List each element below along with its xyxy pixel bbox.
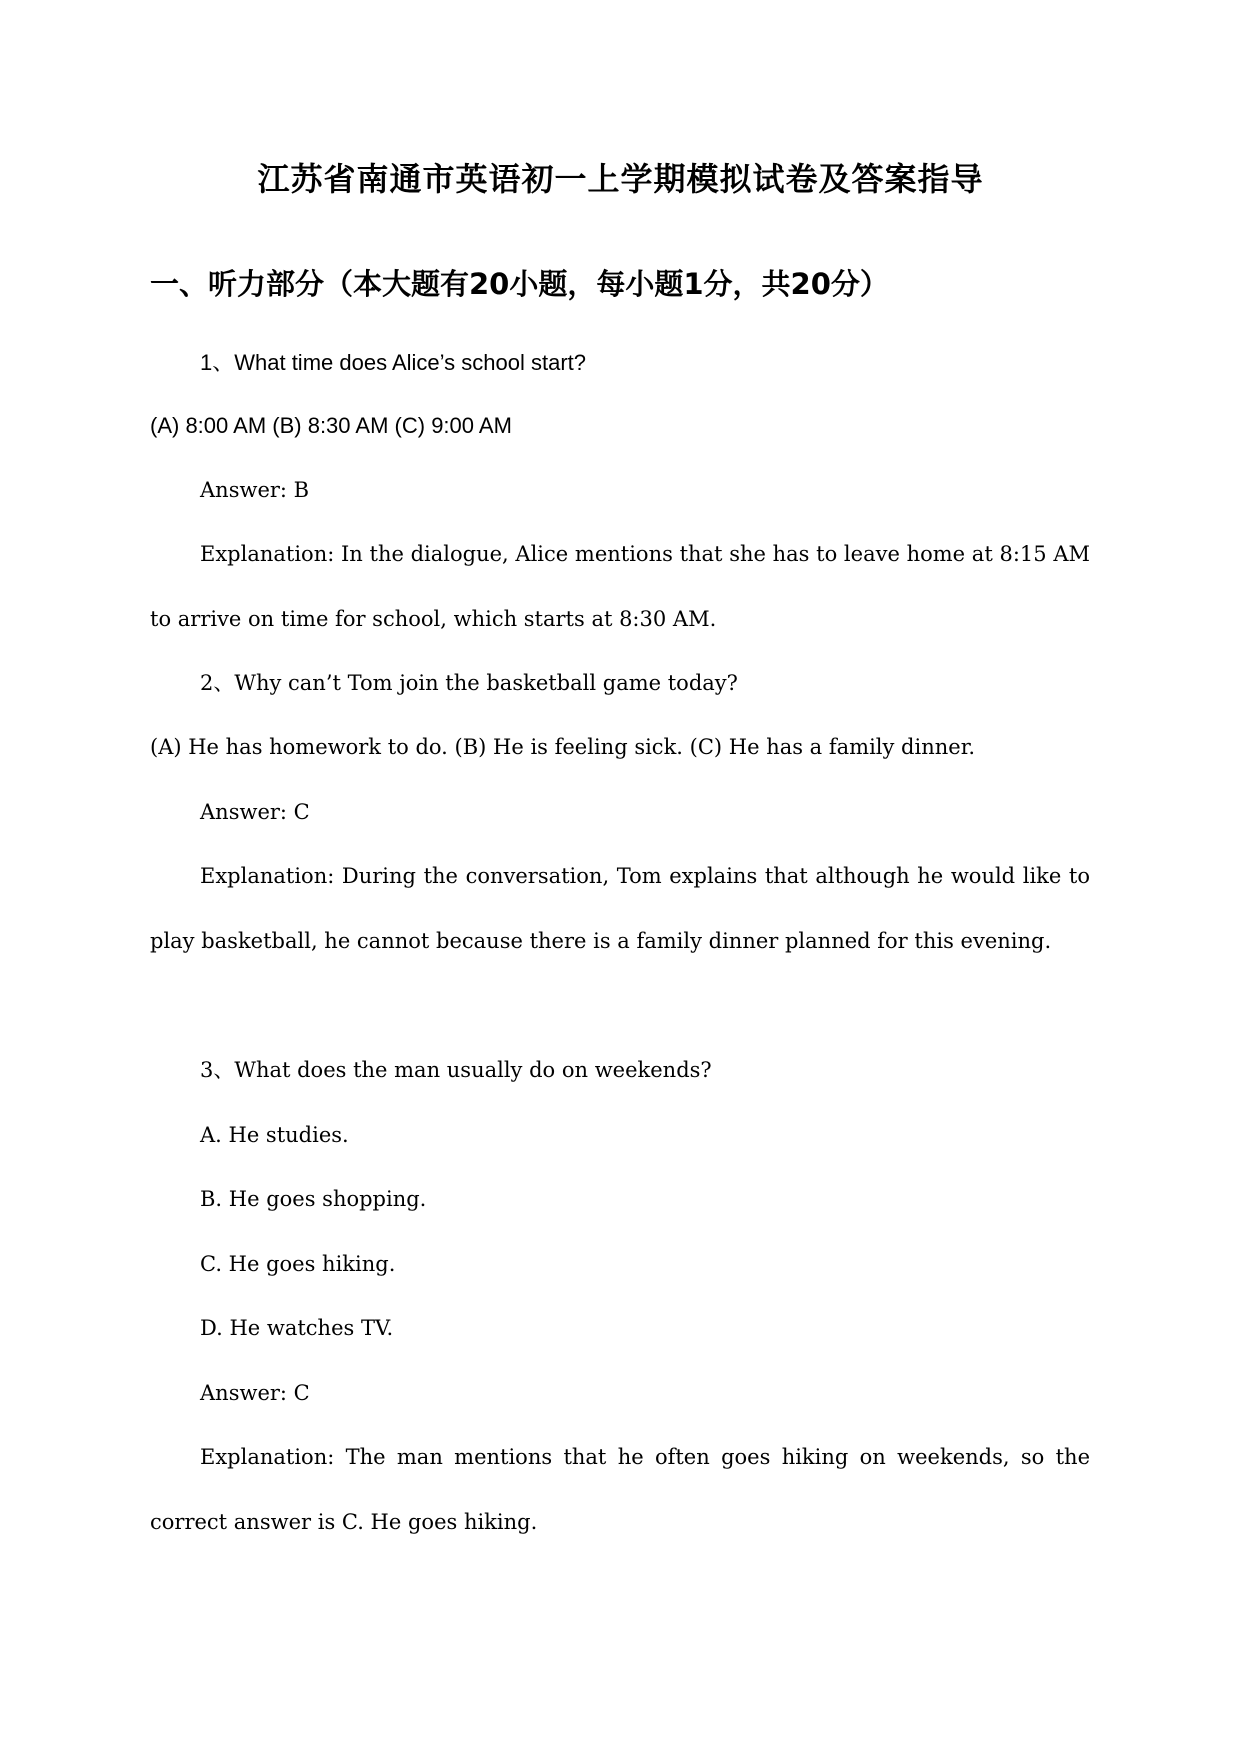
question-3-explanation: Explanation: The man mentions that he often goes hiking on weekends, so the correct answer is C. He goes hiking.	[150, 1445, 1090, 1534]
document-title: 江苏省南通市英语初一上学期模拟试卷及答案指导	[257, 160, 984, 198]
section-heading-listening: 一、听力部分（本大题有20小题，每小题1分，共20分）	[150, 267, 889, 301]
question-3-option-b: B. He goes shopping.	[200, 1187, 427, 1211]
question-2-explanation: Explanation: During the conversation, Tom explains that although he would like to play basketball, he cannot because there is a family dinner planned for this evening.	[150, 864, 1090, 953]
question-3-option-a: A. He studies.	[200, 1123, 349, 1147]
question-3-option-d: D. He watches TV.	[200, 1316, 394, 1340]
question-1-answer: Answer: B	[200, 478, 310, 502]
question-2-stem: 2、Why can’t Tom join the basketball game today?	[200, 671, 738, 695]
question-1-options: (A) 8:00 AM (B) 8:30 AM (C) 9:00 AM	[150, 413, 512, 438]
question-2-options: (A) He has homework to do. (B) He is feeling sick. (C) He has a family dinner.	[150, 735, 976, 759]
question-3-stem: 3、What does the man usually do on weekends?	[200, 1058, 712, 1082]
question-1-stem: 1、What time does Alice’s school start?	[200, 350, 586, 375]
question-3-option-c: C. He goes hiking.	[200, 1252, 396, 1276]
question-1-explanation: Explanation: In the dialogue, Alice mentions that she has to leave home at 8:15 AM to arrive on time for school, which starts at 8:30 AM.	[150, 542, 1090, 631]
question-2-answer: Answer: C	[200, 800, 310, 824]
question-3-answer: Answer: C	[200, 1381, 310, 1405]
